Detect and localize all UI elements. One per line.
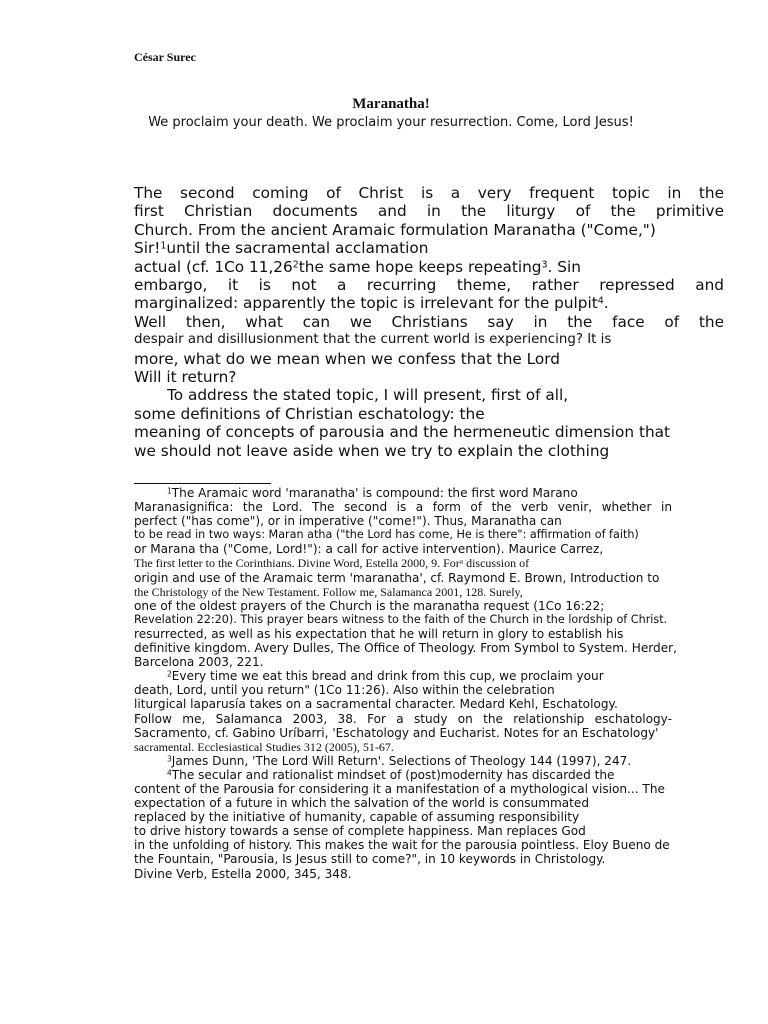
footnote-line: one of the oldest prayers of the Church is the maranatha request (1Co 16:22;	[134, 598, 605, 613]
body-paragraphs	[134, 184, 724, 460]
footnote-ref[interactable]: 2	[292, 259, 299, 271]
footnote-marker: 4	[167, 768, 172, 778]
body-line: marginalized: apparently the topic is irrelevant for the pulpit$^4$.	[134, 294, 609, 313]
footnote-line: expectation of a future in which the salvation of the world is consummated	[134, 796, 590, 811]
footnote-line: origin and use of the Aramaic term 'maranatha', cf. Raymond E. Brown, Introduction to	[134, 570, 660, 585]
document-subtitle: We proclaim your death. We proclaim your resurrection. Come, Lord Jesus!	[148, 115, 634, 130]
footnote-line: death, Lord, until you return" (1Co 11:26). Also within the celebration	[134, 683, 555, 698]
footnote-line: definitive kingdom. Avery Dulles, The Office of Theology. From Symbol to System. Herder,	[134, 641, 677, 656]
footnote-line: Barcelona 2003, 221.	[134, 655, 264, 670]
footnote-line: liturgical laparusía takes on a sacramental character. Medard Kehl, Eschatology.	[134, 697, 618, 712]
footnote-marker: 1	[167, 486, 172, 496]
footnote-marker: 3	[167, 754, 172, 764]
footnote-line: in the unfolding of history. This makes the wait for the parousia pointless. Eloy Bueno de	[134, 838, 670, 853]
footnote-line: replaced by the initiative of humanity, capable of assuming responsibility	[134, 810, 580, 825]
body-line: actual (cf. 1Co 11,26$^2$the same hope keeps repeating$^3$. Sin	[134, 257, 581, 276]
body-line: we should not leave aside when we try to explain the clothing	[134, 441, 610, 460]
footnote-line: the Fountain, "Parousia, Is Jesus still to come?", in 10 keywords in Christology.	[134, 852, 606, 867]
footnote-line: perfect ("has come"), or in imperative ("come!"). Thus, Maranatha can	[134, 514, 562, 529]
author-name: César Surec	[134, 50, 196, 64]
footnote-line: to drive history towards a sense of complete happiness. Man replaces God	[134, 824, 586, 839]
footnote-line: Maranasignifica: the Lord. The second is a form of the verb venir, whether in	[134, 500, 672, 515]
body-line: Sir!$^1$until the sacramental acclamation	[134, 239, 429, 258]
body-line: To address the stated topic, I will present, first of all,	[167, 386, 569, 405]
footnote-line: resurrected, as well as his expectation that he will return in glory to establish his	[134, 626, 624, 641]
body-line: Well then, what can we Christians say in the face of the	[134, 312, 724, 331]
body-line: embargo, it is not a recurring theme, rather repressed and	[134, 276, 724, 295]
body-line: Church. From the ancient Aramaic formulation Maranatha ("Come,")	[134, 220, 656, 239]
footnote-line: $^4$The secular and rationalist mindset of (post)modernity has discarded the	[167, 767, 615, 782]
footnote-marker: 2	[167, 669, 172, 679]
footnote-line: sacramental. Ecclesiastical Studies 312 (2005), 51-67.	[134, 739, 394, 754]
body-line: meaning of concepts of parousia and the hermeneutic dimension that	[134, 423, 671, 442]
footnote-line: Revelation 22:20). This prayer bears witness to the faith of the Church in the lordship of Christ.	[134, 612, 668, 626]
body-line: more, what do we mean when we confess that the Lord	[134, 349, 561, 368]
body-line: some definitions of Christian eschatology: the	[134, 404, 485, 423]
footnote-ref[interactable]: 4	[597, 296, 604, 308]
footnote-separator	[134, 483, 271, 484]
footnote-line: $^1$The Aramaic word 'maranatha' is compound: the first word Marano	[167, 486, 578, 500]
document-title: Maranatha!	[352, 96, 430, 112]
footnote-line: the Christology of the New Testament. Follow me, Salamanca 2001, 128. Surely,	[134, 584, 523, 599]
body-line: despair and disillusionment that the current world is experiencing? It is	[134, 332, 612, 348]
footnote-line: Sacramento, cf. Gabino Uríbarri, 'Eschatology and Eucharist. Notes for an Eschatology'	[134, 725, 659, 740]
footnote-line: The first letter to the Corinthians. Divine Word, Estella 2000, 9. For$^a$ discussion of	[134, 556, 530, 571]
footnote-ref[interactable]: 1	[160, 240, 167, 252]
footnote-ref[interactable]: 3	[541, 259, 548, 271]
footnote-line: Divine Verb, Estella 2000, 345, 348.	[134, 866, 352, 881]
footnote-marker: a	[459, 557, 464, 567]
footnote-line: $^3$James Dunn, 'The Lord Will Return'. Selections of Theology 144 (1997), 247.	[167, 753, 632, 768]
footnote-line: to be read in two ways: Maran atha ("the Lord has come, He is there": affirmation of faith)	[134, 528, 639, 542]
footnotes	[134, 486, 677, 881]
footnote-line: content of the Parousia for considering it a manifestation of a mythological vision... The	[134, 781, 665, 796]
body-line: first Christian documents and in the liturgy of the primitive	[134, 202, 724, 221]
footnote-line: or Marana tha ("Come, Lord!"): a call for active intervention). Maurice Carrez,	[134, 542, 604, 557]
footnote-line: Follow me, Salamanca 2003, 38. For a study on the relationship eschatology-	[134, 711, 672, 726]
body-line: The second coming of Christ is a very frequent topic in the	[134, 184, 724, 202]
body-line: Will it return?	[134, 368, 237, 387]
footnote-line: $^2$Every time we eat this bread and drink from this cup, we proclaim your	[167, 669, 604, 684]
